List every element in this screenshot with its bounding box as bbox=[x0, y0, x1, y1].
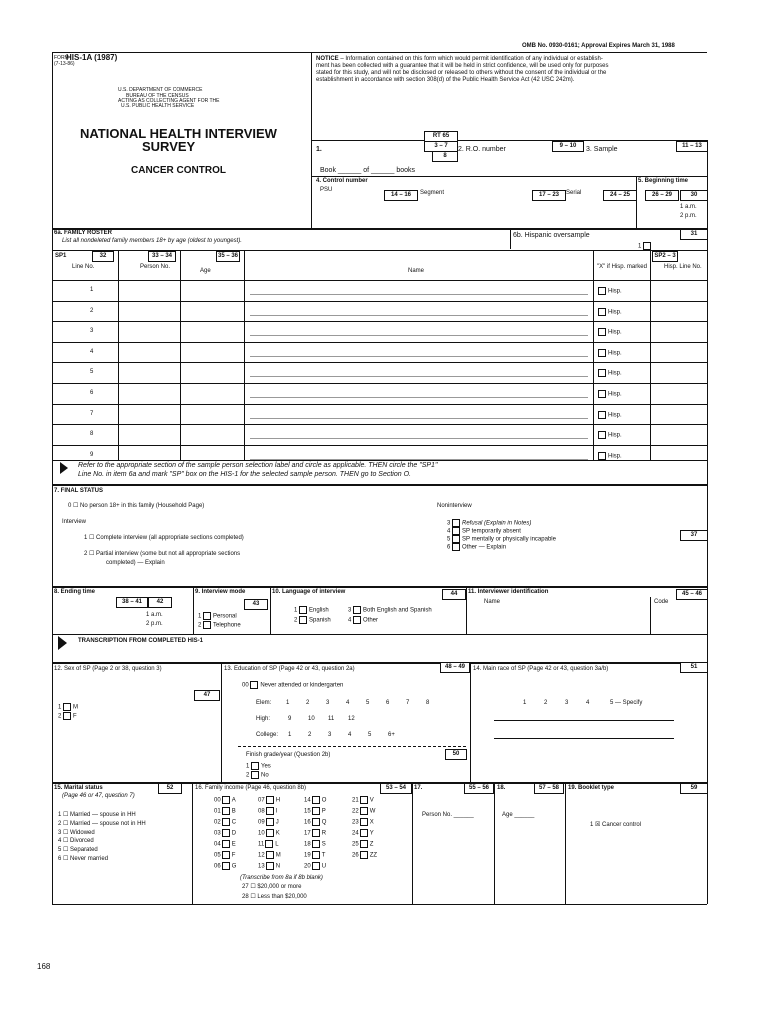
marital-status-option[interactable]: 4 ☐ Divorced bbox=[58, 838, 94, 845]
race-option[interactable]: 3 bbox=[565, 700, 569, 706]
x-if-hisp-header: "X" if Hisp. marked bbox=[597, 264, 647, 270]
family-income-col: 53 – 54 bbox=[380, 783, 412, 794]
person-no-field-label: Person No. ______ bbox=[422, 812, 474, 818]
psu-label: PSU bbox=[320, 187, 333, 193]
ending-pm: 2 p.m. bbox=[146, 621, 163, 627]
beginning-time-label: 5. Beginning time bbox=[638, 178, 689, 184]
roster-name-line[interactable] bbox=[250, 438, 588, 439]
sp1-label: SP1 bbox=[55, 253, 67, 259]
roster-row-divider bbox=[52, 424, 707, 425]
final-status-label: 7. FINAL STATUS bbox=[54, 488, 104, 494]
lang-spanish-option[interactable]: 2 Spanish bbox=[294, 617, 331, 624]
income-code-option[interactable]: 18 S bbox=[304, 841, 326, 848]
income-more-option[interactable]: 27 ☐ $20,000 or more bbox=[242, 884, 302, 890]
transcription-heading: TRANSCRIPTION FROM COMPLETED HIS-1 bbox=[78, 638, 204, 644]
page-number: 168 bbox=[37, 962, 51, 971]
marital-status-option[interactable]: 1 ☐ Married — spouse in HH bbox=[58, 812, 136, 818]
elem-grade-option[interactable]: 8 bbox=[426, 700, 430, 706]
ro-number-label: 2. R.O. number bbox=[458, 146, 506, 153]
income-code-option[interactable]: 13 N bbox=[258, 863, 281, 870]
form-number: HIS-1A (1987) bbox=[66, 53, 118, 62]
title-main-line2: SURVEY bbox=[142, 139, 196, 154]
race-option[interactable]: 4 bbox=[586, 700, 590, 706]
noninterview-heading: Noninterview bbox=[437, 503, 472, 509]
income-code-option[interactable]: 20 U bbox=[304, 863, 327, 870]
income-code-option[interactable]: 24 Y bbox=[352, 830, 374, 837]
roster-name-line[interactable] bbox=[250, 335, 588, 336]
marital-status-option[interactable]: 2 ☐ Married — spouse not in HH bbox=[58, 820, 146, 827]
rt-field: RT 65 bbox=[424, 131, 458, 142]
marital-sub: (Page 46 or 47, question 7) bbox=[62, 793, 135, 799]
refusal-option[interactable]: 3 Refusal (Explain in Notes) bbox=[447, 520, 532, 527]
item1-label: 1. bbox=[316, 146, 322, 153]
interviewer-id-col: 45 – 46 bbox=[676, 589, 708, 600]
elem-label: Elem: bbox=[256, 700, 272, 706]
mode-telephone-option[interactable]: 2 Telephone bbox=[198, 622, 241, 629]
never-attended-option[interactable]: 00 Never attended or kindergarten bbox=[242, 682, 344, 689]
notice-line2: ment has been collected with a guarantee that it will be held in strict confidence, will be used only for purposes bbox=[316, 63, 609, 69]
roster-hisp-checkbox[interactable]: Hisp. bbox=[598, 411, 622, 419]
income-code-option[interactable]: 00 A bbox=[214, 797, 236, 804]
mode-personal-option[interactable]: 1 Personal bbox=[198, 613, 237, 620]
income-code-option[interactable]: 23 X bbox=[352, 819, 374, 826]
finish-grade-label: Finish grade/year (Question 2b) bbox=[246, 752, 331, 758]
elem-grade-option[interactable]: 3 bbox=[326, 700, 330, 706]
income-code-option[interactable]: 19 T bbox=[304, 852, 326, 859]
elem-grade-option[interactable]: 1 bbox=[286, 700, 290, 706]
finish-yes-option[interactable]: 1 Yes bbox=[246, 763, 271, 770]
income-code-option[interactable]: 04 E bbox=[214, 841, 236, 848]
income-code-option[interactable]: 22 W bbox=[352, 808, 376, 815]
roster-line-number: 9 bbox=[90, 452, 94, 458]
sp2-col: SP2 – 3 bbox=[652, 251, 678, 262]
agency-line2: BUREAU OF THE CENSUS bbox=[126, 93, 189, 99]
agency-line4: U.S. PUBLIC HEALTH SERVICE bbox=[121, 103, 195, 109]
race-option[interactable]: 1 bbox=[523, 700, 527, 706]
roster-hisp-checkbox[interactable]: Hisp. bbox=[598, 308, 622, 316]
segment-label: Segment bbox=[420, 190, 445, 196]
no-person-option[interactable]: 0 ☐ No person 18+ in this family (Household Page) bbox=[68, 503, 205, 509]
ending-time-cols: 38 – 41 bbox=[116, 597, 148, 608]
interviewer-code-label: Code bbox=[654, 599, 669, 605]
sample-label: 3. Sample bbox=[586, 146, 618, 153]
roster-row-divider bbox=[52, 404, 707, 405]
ro-number-cols: 9 – 10 bbox=[552, 141, 584, 152]
complete-interview-option[interactable]: 1 ☐ Complete interview (all appropriate sections completed) bbox=[84, 535, 244, 541]
income-transcribe-note: (Transcribe from 8a if 8b blank) bbox=[240, 875, 323, 881]
roster-name-line[interactable] bbox=[250, 294, 588, 295]
high-label: High: bbox=[256, 716, 271, 722]
roster-row-divider bbox=[52, 445, 707, 446]
income-code-option[interactable]: 21 V bbox=[352, 797, 374, 804]
beginning-pm: 2 p.m. bbox=[680, 213, 697, 219]
race-col: 51 bbox=[680, 662, 708, 673]
age-field-label: Age ______ bbox=[502, 812, 535, 818]
high-grade-option[interactable]: 12 bbox=[348, 716, 355, 722]
marital-col: 52 bbox=[158, 783, 182, 794]
person-col: 33 – 34 bbox=[148, 251, 176, 262]
ending-am: 1 a.m. bbox=[146, 612, 163, 618]
roster-hisp-checkbox[interactable]: Hisp. bbox=[598, 349, 622, 357]
person-no-header: Person No. bbox=[140, 264, 171, 270]
arrow-icon bbox=[58, 636, 67, 650]
income-code-option[interactable]: 11 L bbox=[258, 841, 279, 848]
serial-label: Serial bbox=[566, 190, 582, 196]
elem-grade-option[interactable]: 6 bbox=[386, 700, 390, 706]
high-grade-option[interactable]: 9 bbox=[288, 716, 292, 722]
form-prefix: FORM bbox=[54, 55, 69, 61]
marital-status-option[interactable]: 6 ☐ Never married bbox=[58, 856, 109, 862]
other-option[interactable]: 6 Other — Explain bbox=[447, 544, 507, 551]
high-grade-option[interactable]: 10 bbox=[308, 716, 315, 722]
income-code-option[interactable]: 07 H bbox=[258, 797, 281, 804]
item17-col: 55 – 56 bbox=[464, 783, 494, 794]
roster-row-divider bbox=[52, 383, 707, 384]
education-col: 48 – 49 bbox=[440, 662, 470, 673]
marital-status-option[interactable]: 3 ☐ Widowed bbox=[58, 829, 95, 836]
sp1-col: 32 bbox=[92, 251, 114, 262]
cols-3-7: 3 – 7 bbox=[424, 141, 458, 152]
college-year-option[interactable]: 4 bbox=[348, 732, 352, 738]
book-label: Book ______ of ______ books bbox=[320, 167, 415, 174]
hispanic-option: 1 bbox=[638, 242, 653, 250]
age-header: Age bbox=[200, 268, 211, 274]
income-less-option[interactable]: 28 ☐ Less than $20,000 bbox=[242, 894, 307, 900]
header-row1-top bbox=[311, 140, 707, 141]
marital-status-option[interactable]: 5 ☐ Separated bbox=[58, 847, 98, 854]
sex-female-option[interactable]: 2 F bbox=[58, 713, 77, 720]
income-code-option[interactable]: 26 ZZ bbox=[352, 852, 378, 859]
hispanic-checkbox[interactable] bbox=[643, 242, 651, 250]
roster-line-number: 4 bbox=[90, 349, 94, 355]
interviewer-name-label: Name bbox=[484, 599, 501, 605]
race-specify: 5 — Specify bbox=[610, 700, 643, 706]
roster-name-line[interactable] bbox=[250, 356, 588, 357]
agency-line1: U.S. DEPARTMENT OF COMMERCE bbox=[118, 87, 203, 93]
roster-hisp-checkbox[interactable]: Hisp. bbox=[598, 452, 622, 460]
title-main-line1: NATIONAL HEALTH INTERVIEW bbox=[80, 126, 277, 141]
hisp-line-no-header: Hisp. Line No. bbox=[664, 264, 702, 270]
lang-both-option[interactable]: 3 Both English and Spanish bbox=[348, 607, 432, 614]
interview-heading: Interview bbox=[62, 519, 87, 525]
income-code-option[interactable]: 14 O bbox=[304, 797, 327, 804]
beginning-am: 1 a.m. bbox=[680, 204, 697, 210]
arrow-icon bbox=[60, 462, 68, 474]
roster-hisp-checkbox[interactable]: Hisp. bbox=[598, 369, 622, 377]
income-code-option[interactable]: 17 R bbox=[304, 830, 327, 837]
sex-label: 12. Sex of SP (Page 2 or 38, question 3) bbox=[54, 666, 162, 672]
agency-line3: ACTING AS COLLECTING AGENT FOR THE bbox=[118, 98, 220, 104]
notice-line1: NOTICE – Information contained on this form which would permit identification of any individual or establish- bbox=[316, 56, 603, 62]
form-date: (7-13-86) bbox=[54, 61, 75, 67]
finish-no-option[interactable]: 2 No bbox=[246, 772, 269, 779]
income-code-option[interactable]: 08 I bbox=[258, 808, 278, 815]
control-number-label: 4. Control number bbox=[316, 178, 368, 184]
booklet-type-col: 59 bbox=[680, 783, 708, 794]
language-label: 10. Language of interview bbox=[272, 589, 346, 595]
roster-line-number: 5 bbox=[90, 369, 94, 375]
roster-row-divider bbox=[52, 362, 707, 363]
income-code-option[interactable]: 03 D bbox=[214, 830, 237, 837]
roster-instruction: List all nondeleted family members 18+ by age (oldest to youngest). bbox=[62, 238, 242, 244]
absent-option[interactable]: 4 SP temporarily absent bbox=[447, 528, 521, 535]
roster-hisp-checkbox[interactable]: Hisp. bbox=[598, 287, 622, 295]
frame-top bbox=[52, 52, 707, 53]
elem-grade-option[interactable]: 5 bbox=[366, 700, 370, 706]
finish-grade-col: 50 bbox=[445, 749, 467, 760]
hispanic-oversample-label: 6b. Hispanic oversample bbox=[513, 232, 590, 239]
roster-line-number: 1 bbox=[90, 287, 94, 293]
col-8: 8 bbox=[432, 151, 458, 162]
item18-col: 57 – 58 bbox=[534, 783, 564, 794]
college-year-option[interactable]: 3 bbox=[328, 732, 332, 738]
interviewer-id-label: 11. Interviewer identification bbox=[468, 589, 549, 595]
line-no-header: Line No. bbox=[72, 264, 95, 270]
sex-col: 47 bbox=[194, 690, 220, 701]
hispanic-col-31: 31 bbox=[680, 229, 708, 240]
booklet-type-label: 19. Booklet type bbox=[568, 785, 615, 791]
roster-hisp-checkbox[interactable]: Hisp. bbox=[598, 390, 622, 398]
notice-line3: stated for this study, and will not be disclosed or released to others without the consent of the individual or the bbox=[316, 70, 607, 76]
roster-line-number: 7 bbox=[90, 411, 94, 417]
income-code-option[interactable]: 12 M bbox=[258, 852, 281, 859]
college-year-option[interactable]: 1 bbox=[288, 732, 292, 738]
roster-hisp-checkbox[interactable]: Hisp. bbox=[598, 431, 622, 439]
elem-grade-option[interactable]: 2 bbox=[306, 700, 310, 706]
incapable-option[interactable]: 5 SP mentally or physically incapable bbox=[447, 536, 556, 543]
roster-hisp-checkbox[interactable]: Hisp. bbox=[598, 328, 622, 336]
item18-label: 18. bbox=[497, 785, 506, 791]
income-code-option[interactable]: 10 K bbox=[258, 830, 280, 837]
roster-name-line[interactable] bbox=[250, 418, 588, 419]
sample-cols: 11 – 13 bbox=[676, 141, 708, 152]
college-label: College: bbox=[256, 732, 279, 738]
roster-name-line[interactable] bbox=[250, 397, 588, 398]
booklet-cancer-control-option[interactable]: 1 ☒ Cancer control bbox=[590, 822, 642, 828]
income-code-option[interactable]: 05 F bbox=[214, 852, 236, 859]
roster-row-divider bbox=[52, 321, 707, 322]
segment-cols: 17 – 23 bbox=[532, 190, 566, 201]
race-option[interactable]: 2 bbox=[544, 700, 548, 706]
income-code-option[interactable]: 06 G bbox=[214, 863, 237, 870]
language-col: 44 bbox=[442, 589, 466, 600]
lang-other-option[interactable]: 4 Other bbox=[348, 617, 379, 624]
income-code-option[interactable]: 16 Q bbox=[304, 819, 327, 826]
refer-line1: Refer to the appropriate section of the sample person selection label and circle as applicable. THEN circle the "SP1" bbox=[78, 462, 438, 469]
psu-cols: 14 – 16 bbox=[384, 190, 418, 201]
income-code-option[interactable]: 02 C bbox=[214, 819, 237, 826]
roster-label: 6a. FAMILY ROSTER bbox=[54, 230, 113, 236]
marital-label: 15. Marital status bbox=[54, 785, 103, 791]
interview-mode-label: 9. Interview mode bbox=[195, 589, 246, 595]
lang-english-option[interactable]: 1 English bbox=[294, 607, 329, 614]
sex-male-option[interactable]: 1 M bbox=[58, 704, 79, 711]
serial-cols: 24 – 25 bbox=[603, 190, 637, 201]
interview-mode-col: 43 bbox=[244, 599, 268, 610]
ending-time-col42: 42 bbox=[148, 597, 172, 608]
roster-line-number: 3 bbox=[90, 328, 94, 334]
high-grade-option[interactable]: 11 bbox=[328, 716, 335, 722]
elem-grade-option[interactable]: 7 bbox=[406, 700, 410, 706]
income-code-option[interactable]: 01 B bbox=[214, 808, 236, 815]
roster-row-divider bbox=[52, 342, 707, 343]
roster-row-divider bbox=[52, 301, 707, 302]
title-sub: CANCER CONTROL bbox=[131, 165, 226, 176]
final-status-col: 37 bbox=[680, 530, 708, 541]
income-code-option[interactable]: 25 Z bbox=[352, 841, 374, 848]
roster-name-line[interactable] bbox=[250, 315, 588, 316]
elem-grade-option[interactable]: 4 bbox=[346, 700, 350, 706]
age-col: 35 – 36 bbox=[216, 251, 240, 262]
roster-row-divider bbox=[52, 280, 707, 281]
college-year-option[interactable]: 2 bbox=[308, 732, 312, 738]
refer-line2: Line No. in item 6a and mark "SP" box on the HIS-1 for the selected sample person. THEN go to Section O. bbox=[78, 471, 411, 478]
income-code-option[interactable]: 09 J bbox=[258, 819, 279, 826]
college-year-option[interactable]: 6+ bbox=[388, 732, 395, 738]
roster-line-number: 6 bbox=[90, 390, 94, 396]
family-income-label: 16. Family income (Page 46, question 8b) bbox=[195, 785, 307, 791]
item17-label: 17. bbox=[414, 785, 423, 791]
roster-line-number: 2 bbox=[90, 308, 94, 314]
beginning-time-col30: 30 bbox=[680, 190, 708, 201]
name-header: Name bbox=[408, 268, 425, 274]
notice-line4: establishment in accordance with section 308(d) of the Public Health Service Act (42 USC 242m). bbox=[316, 77, 575, 83]
omb-approval: OMB No. 0930-0161; Approval Expires March 31, 1988 bbox=[522, 43, 675, 49]
ending-time-label: 8. Ending time bbox=[54, 589, 96, 595]
partial-interview-option[interactable]: 2 ☐ Partial interview (some but not all appropriate sections bbox=[84, 551, 241, 557]
education-label: 13. Education of SP (Page 42 or 43, question 2a) bbox=[224, 666, 355, 672]
college-year-option[interactable]: 5 bbox=[368, 732, 372, 738]
partial-interview-explain: completed) — Explain bbox=[106, 560, 165, 566]
roster-name-line[interactable] bbox=[250, 376, 588, 377]
beginning-time-cols: 26 – 29 bbox=[645, 190, 679, 201]
income-code-option[interactable]: 15 P bbox=[304, 808, 326, 815]
race-label: 14. Main race of SP (Page 42 or 43, question 3a/b) bbox=[473, 666, 609, 672]
roster-line-number: 8 bbox=[90, 431, 94, 437]
